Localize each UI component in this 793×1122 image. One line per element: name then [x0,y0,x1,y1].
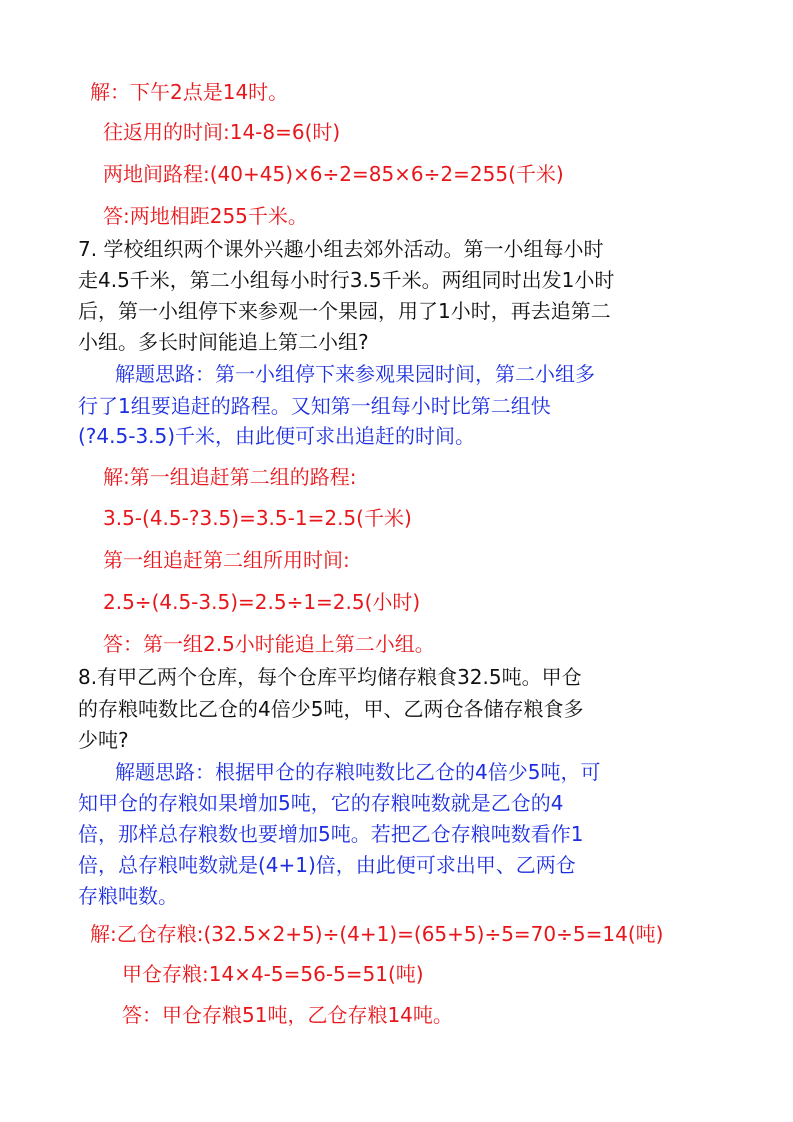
answer-line: 甲仓存粮:14×4-5=56-5=51(吨) [122,962,424,986]
answer-line: 解:乙仓存粮:(32.5×2+5)÷(4+1)=(65+5)÷5=70÷5=14(吨) [90,922,664,946]
question-8-line: 的存粮吨数比乙仓的4倍少5吨，甲、乙两仓各储存粮食多 [78,697,584,721]
answer-final: 答：第一组2.5小时能追上第二小组。 [103,632,435,656]
answer-final: 答：甲仓存粮51吨，乙仓存粮14吨。 [122,1003,453,1027]
hint-line: 存粮吨数。 [78,884,178,908]
hint-line: 解题思路：根据甲仓的存粮吨数比乙仓的4倍少5吨，可 [115,760,601,784]
hint-line: 倍，那样总存粮数也要增加5吨。若把乙仓存粮吨数看作1 [78,822,584,846]
question-8-line: 8.有甲乙两个仓库，每个仓库平均储存粮食32.5吨。甲仓 [78,665,582,689]
question-7-line: 7. 学校组织两个课外兴趣小组去郊外活动。第一小组每小时 [78,237,604,261]
answer-line: 2.5÷(4.5-3.5)=2.5÷1=2.5(小时) [103,590,421,614]
answer-line: 往返用的时间:14-8=6(时) [103,120,341,144]
hint-line: 解题思路：第一小组停下来参观果园时间，第二小组多 [115,362,595,386]
question-7-line: 小组。多长时间能追上第二小组? [78,330,369,354]
hint-line: 倍，总存粮吨数就是(4+1)倍，由此便可求出甲、乙两仓 [78,853,576,877]
answer-line: 第一组追赶第二组所用时间: [103,548,350,572]
answer-line: 3.5-(4.5-?3.5)=3.5-1=2.5(千米) [103,506,412,530]
answer-line: 解:第一组追赶第二组的路程: [103,465,357,489]
hint-line: (?4.5-3.5)千米，由此便可求出追赶的时间。 [78,424,476,448]
answer-line: 两地间路程:(40+45)×6÷2=85×6÷2=255(千米) [103,162,564,186]
hint-line: 行了1组要追赶的路程。又知第一组每小时比第二组快 [78,394,551,418]
answer-final: 答:两地相距255千米。 [103,204,308,228]
question-7-line: 走4.5千米，第二小组每小时行3.5千米。两组同时出发1小时 [78,268,615,292]
question-7-line: 后，第一小组停下来参观一个果园，用了1小时，再去追第二 [78,299,611,323]
hint-line: 知甲仓的存粮如果增加5吨，它的存粮吨数就是乙仓的4 [78,791,564,815]
answer-line: 解：下午2点是14时。 [90,80,289,104]
question-8-line: 少吨? [78,728,129,752]
